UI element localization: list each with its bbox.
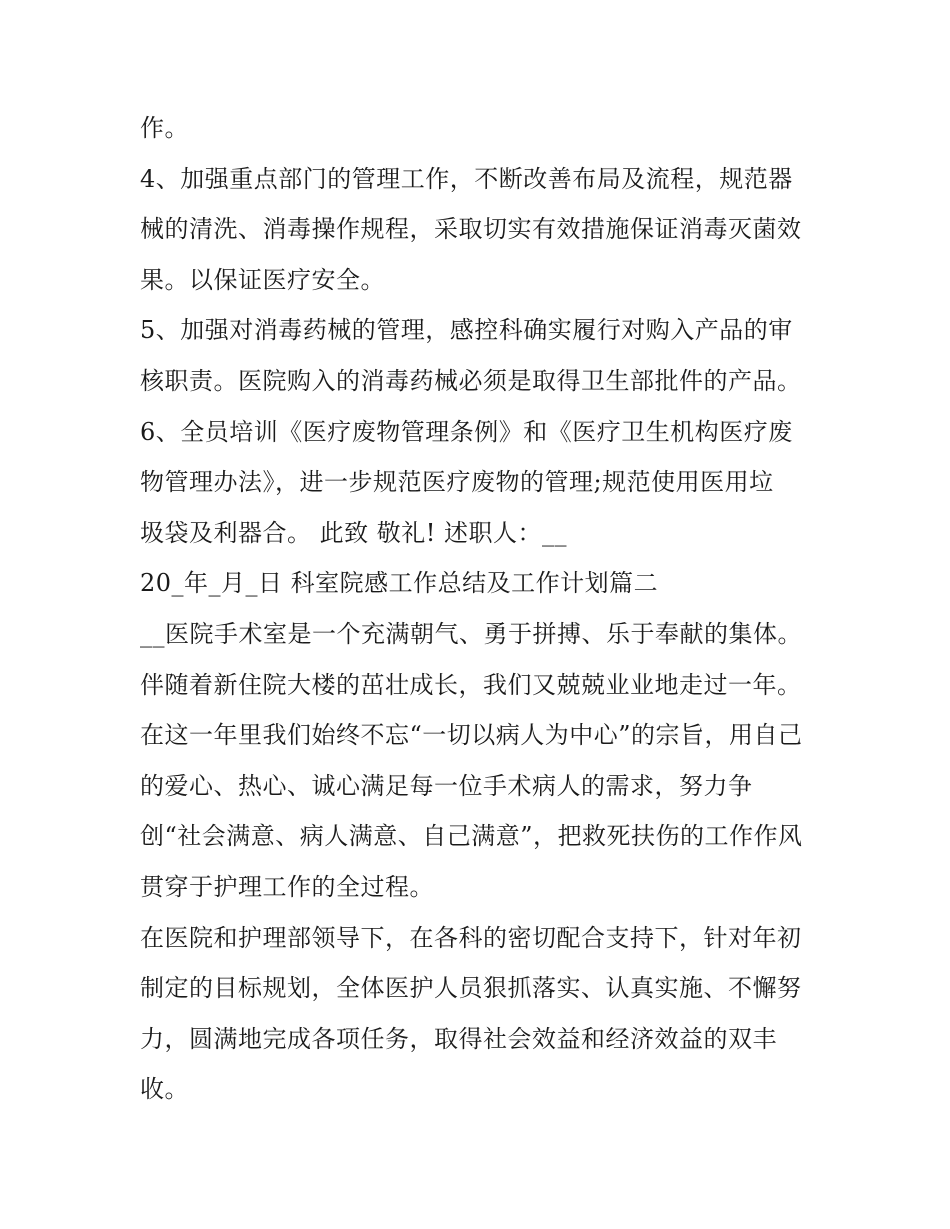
text-line: 5、加强对消毒药械的管理，感控科确实履行对购入产品的审 xyxy=(140,316,793,345)
text-line: 创“社会满意、病人满意、自己满意”，把救死扶伤的工作作风 xyxy=(140,822,803,851)
text-line: __医院手术室是一个充满朝气、勇于拼搏、乐于奉献的集体。 xyxy=(140,619,802,648)
text-line: 制定的目标规划，全体医护人员狠抓落实、认真实施、不懈努 xyxy=(140,974,802,1003)
text-line: 在这一年里我们始终不忘“一切以病人为中心”的宗旨，用自己 xyxy=(140,721,803,750)
text-line: 伴随着新住院大楼的茁壮成长，我们又兢兢业业地走过一年。 xyxy=(140,670,802,699)
text-line: 4、加强重点部门的管理工作，不断改善布局及流程，规范器 xyxy=(140,164,793,193)
text-line: 在医院和护理部领导下，在各科的密切配合支持下，针对年初 xyxy=(140,923,802,952)
text-line: 贯穿于护理工作的全过程。 xyxy=(140,872,434,901)
text-line: 物管理办法》，进一步规范医疗废物的管理;规范使用医用垃 xyxy=(140,468,774,497)
text-line: 力，圆满地完成各项任务，取得社会效益和经济效益的双丰 xyxy=(140,1024,777,1053)
section-heading-line: 20_年_月_日 科室院感工作总结及工作计划篇二 xyxy=(140,569,659,598)
text-line: 收。 xyxy=(140,1075,189,1104)
text-line: 6、全员培训《医疗废物管理条例》和《医疗卫生机构医疗废 xyxy=(140,417,793,446)
text-line: 作。 xyxy=(140,114,189,142)
text-line: 核职责。医院购入的消毒药械必须是取得卫生部批件的产品。 xyxy=(140,366,802,395)
text-line: 械的清洗、消毒操作规程，采取切实有效措施保证消毒灭菌效 xyxy=(140,215,802,244)
text-line: 的爱心、热心、诚心满足每一位手术病人的需求，努力争 xyxy=(140,771,753,800)
text-line: 圾袋及利器合。 此致 敬礼! 述职人：__ xyxy=(140,518,568,547)
document-body xyxy=(140,106,820,1118)
text-line: 果。以保证医疗安全。 xyxy=(140,265,385,294)
